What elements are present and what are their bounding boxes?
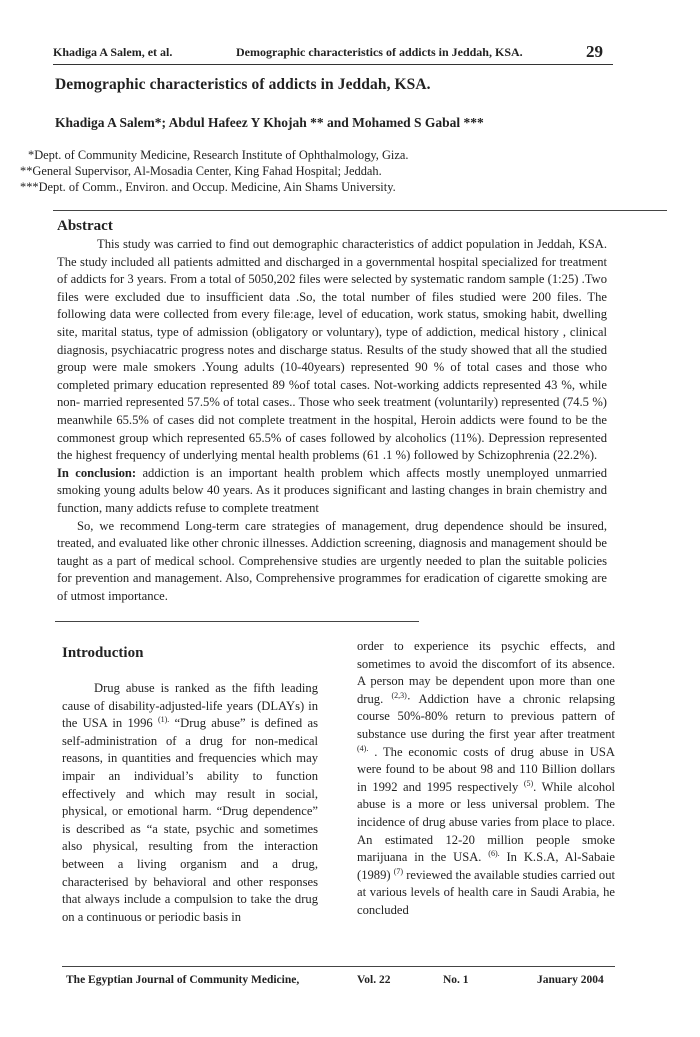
citation-6: (6). [488, 848, 500, 858]
page-number: 29 [586, 42, 603, 61]
intro-text-h: reviewed the available studies carried out at various levels of health care in Saudi Arabia, he concluded [357, 867, 615, 917]
footer-number: No. 1 [443, 974, 469, 986]
citation-4: (4). [357, 743, 369, 753]
introduction-paragraph [62, 680, 318, 926]
intro-text-e: . The economic costs of drug abuse in USA were found to be about 98 and 110 Billion dollars in 1992 and 1995 respectively [357, 744, 615, 794]
running-head-title: Demographic characteristics of addicts in Jeddah, KSA. [236, 45, 523, 59]
introduction-heading: Introduction [62, 645, 144, 661]
footer-divider [62, 966, 615, 967]
article-authors: Khadiga A Salem*; Abdul Hafeez Y Khojah ** and Mohamed S Gabal *** [55, 115, 484, 130]
intro-text-d: · Addiction have a chronic relapsing course 50%-80% return to previous pattern of substance use during the first year after treatment [357, 691, 615, 741]
footer-journal: The Egyptian Journal of Community Medicine, [66, 974, 300, 986]
affiliation-3: ***Dept. of Comm., Environ. and Occup. Medicine, Ain Shams University. [20, 180, 396, 194]
introduction-column-right [357, 638, 615, 920]
footer-date: January 2004 [537, 974, 604, 986]
abstract-body [57, 236, 607, 605]
citation-7: (7) [393, 866, 404, 876]
abstract-paragraph-2: So, we recommend Long-term care strategies of management, drug dependence should be insured, treated, and evaluated like other chronic illnesses. Addiction screening, diagnosis and management should be taught as a part of medical school. Comprehensive studies are urgently needed to plan the suitable policies for prevention and management. Also, Comprehensive programmes for eradication of cigarette smoking are of utmost importance. [57, 518, 607, 603]
title-divider [53, 210, 667, 211]
introduction-paragraph-continued [357, 638, 615, 920]
affiliations [20, 147, 580, 195]
intro-text-g: In K.S.A, Al-Sabaie (1989) [357, 850, 615, 882]
introduction-column-left [62, 680, 318, 926]
abstract-text: This study was carried to find out demographic characteristics of addict population in Jeddah, KSA. The study included all patients admitted and discharged in a governmental hospital specialized for treatment of addicts for 3 years. From a total of 5050,202 files were selected by systematic random sample (1:25) .Two files were excluded due to insufficient data .So, the total number of files studied were 200 files. The following data were collected from every file:age, level of education, work status, smoking habit, dwelling site, marital status, type of admission (obligatory or voluntary), type of addiction, medical history , clinical diagnosis, psychiacatric progress notes and discharge status. Results of the study showed that all the studied group were male smokers .Young adults (10-40years) represented 90 % of total cases and those who completed primary education represented 89 %of total cases. Not-working addicts represented 43 %, while non- married represented 57.5% of total cases.. Those who seek treatment (voluntarily) represented (74.5 %) meanwhile 65.5% of cases did not complete treatment in the hospital, Heroin addicts were found to be the commonest group which represented 65.5% of cases followed by alcoholics (11%). Depression represented the highest frequency of underlying mental health problems (61 .1 %) followed by Schizophrenia (22.2%). [57, 237, 607, 463]
running-head-authors: Khadiga A Salem, et al. [53, 45, 173, 59]
article-title: Demographic characteristics of addicts in Jeddah, KSA. [55, 76, 431, 93]
citation-5: (5) [523, 778, 534, 788]
abstract-divider [55, 621, 419, 622]
citation-1: (1). [157, 715, 170, 724]
intro-text-a: Drug abuse is ranked as the fifth leading cause of disability-adjusted-life years (DLAYs) in the USA in 1996 [62, 681, 318, 731]
intro-text-f: . While alcohol abuse is a more or less universal problem. The incidence of drug abuse varies from place to place. An estimated 12-20 million people smoke marijuana in the USA. [357, 779, 615, 865]
intro-text-c: order to experience its psychic effects, and sometimes to avoid the discomfort of its absence. A person may be dependent upon more than one drug. [357, 639, 615, 706]
affiliation-2: **General Supervisor, Al-Mosadia Center, King Fahad Hospital; Jeddah. [20, 164, 382, 178]
conclusion-label: In conclusion: [57, 465, 137, 480]
running-head [53, 44, 613, 65]
footer-volume: Vol. 22 [357, 974, 391, 986]
affiliation-1: *Dept. of Community Medicine, Research Institute of Ophthalmology, Giza. [28, 148, 409, 162]
intro-text-b: “Drug abuse” is defined as self-administration of a drug for non-medical reasons, in quantities and frequencies which may impair an individual’s ability to function effectively and which may result in social, physical, or emotional harm. “Drug dependence” is described as “a state, psychic and sometimes also physical, resulting from the interaction between a living organism and a drug, characterised by behavioral and other responses that always include a compulsion to take the drug on a continuous or periodic basis in [62, 716, 318, 924]
abstract-paragraph-1 [57, 236, 607, 518]
conclusion-text: addiction is an important health problem which affects mostly unemployed unmarried smoking young adults below 40 years. As it produces significant and lasting changes in brain chemistry and function, many addicts refuse to complete treatment [57, 465, 607, 515]
citation-2-3: (2,3) [391, 690, 407, 700]
abstract-heading: Abstract [57, 218, 113, 234]
